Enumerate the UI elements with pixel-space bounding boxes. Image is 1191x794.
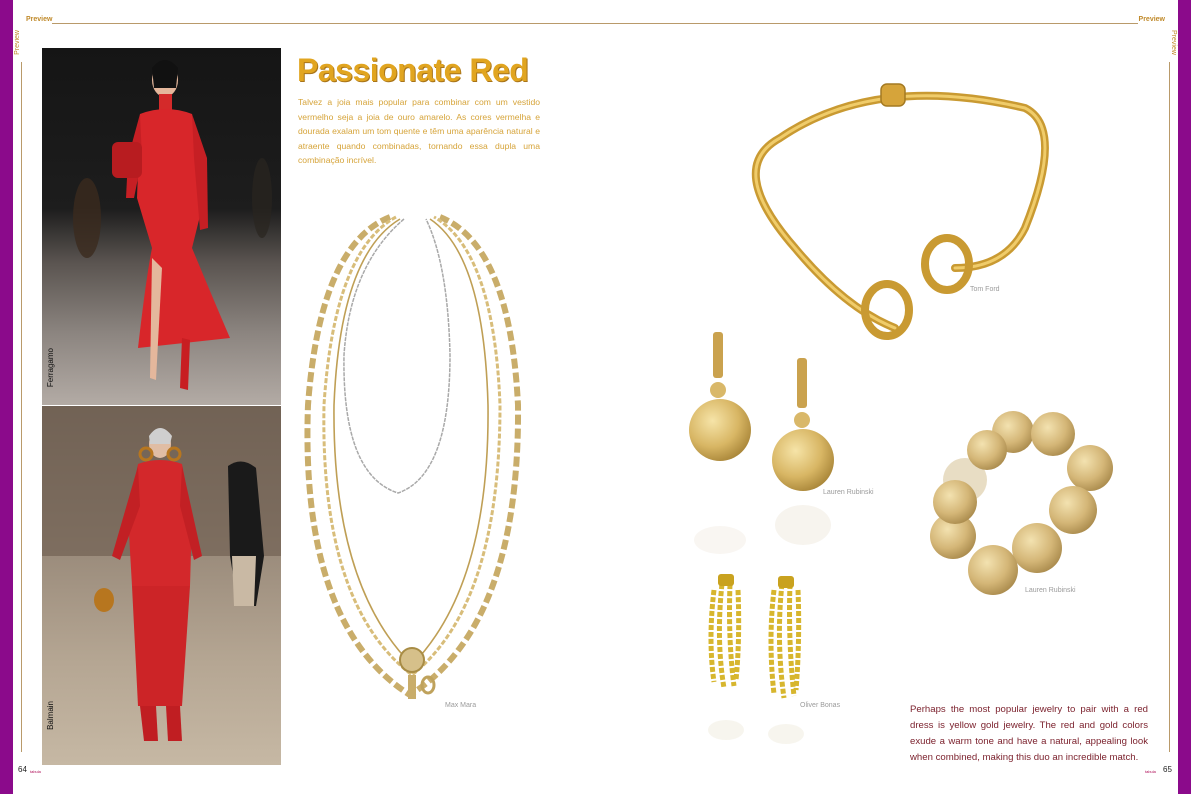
model-figure-red-dress bbox=[42, 48, 281, 405]
caption-max-mara: Max Mara bbox=[445, 702, 477, 709]
intro-paragraph: Talvez a joia mais popular para combinar com um vestido vermelho seja a joia de ouro amarelo. As cores vermelha e dourada exalam um tom quente e têm uma aparência natural e atraente quando combinadas, tornando essa dupla uma combinação incrível. bbox=[298, 97, 540, 165]
side-rule-right bbox=[1169, 62, 1170, 752]
header-rule bbox=[52, 23, 1138, 24]
left-page-edge bbox=[0, 0, 13, 794]
caption-lauren-rubinski-bracelet: Lauren Rubinski bbox=[1025, 587, 1076, 594]
right-page-edge bbox=[1178, 0, 1191, 794]
model-figure-red-knit bbox=[42, 406, 281, 765]
layered-chain-necklace-image bbox=[300, 205, 530, 710]
gold-ball-earrings-image bbox=[685, 330, 840, 560]
side-rule-left bbox=[21, 62, 22, 752]
header-tag-left: Preview bbox=[26, 16, 53, 23]
caption-lauren-rubinski-earrings: Lauren Rubinski bbox=[823, 489, 874, 496]
runway-photo-ferragamo bbox=[42, 48, 281, 405]
english-paragraph: Perhaps the most popular jewelry to pair with a red dress is yellow gold jewelry. The red and gold colors exude a warm tone and have a natural, appealing look when combined, making this duo an incredible match. bbox=[910, 704, 1148, 763]
caption-oliver-bonas: Oliver Bonas bbox=[800, 702, 841, 709]
gold-ball-bracelet-image bbox=[925, 410, 1120, 605]
footer-logo-left: tabula bbox=[30, 769, 41, 774]
side-label-right: Preview bbox=[1170, 30, 1177, 55]
gold-chain-earrings-image bbox=[700, 570, 810, 750]
page-number-left: 64 bbox=[18, 765, 27, 774]
caption-tom-ford: Tom Ford bbox=[970, 286, 1000, 293]
footer-logo-right: tabula bbox=[1145, 769, 1156, 774]
photo-credit-ferragamo: Ferragamo bbox=[46, 348, 55, 388]
side-label-left: Preview bbox=[14, 30, 21, 55]
runway-photo-balmain bbox=[42, 406, 281, 765]
gold-collar-necklace-image bbox=[735, 78, 1055, 348]
photo-credit-balmain: Balmain bbox=[46, 701, 55, 730]
article-title: Passionate Red bbox=[297, 52, 529, 88]
page-number-right: 65 bbox=[1163, 765, 1172, 774]
header-tag-right: Preview bbox=[1138, 16, 1165, 23]
